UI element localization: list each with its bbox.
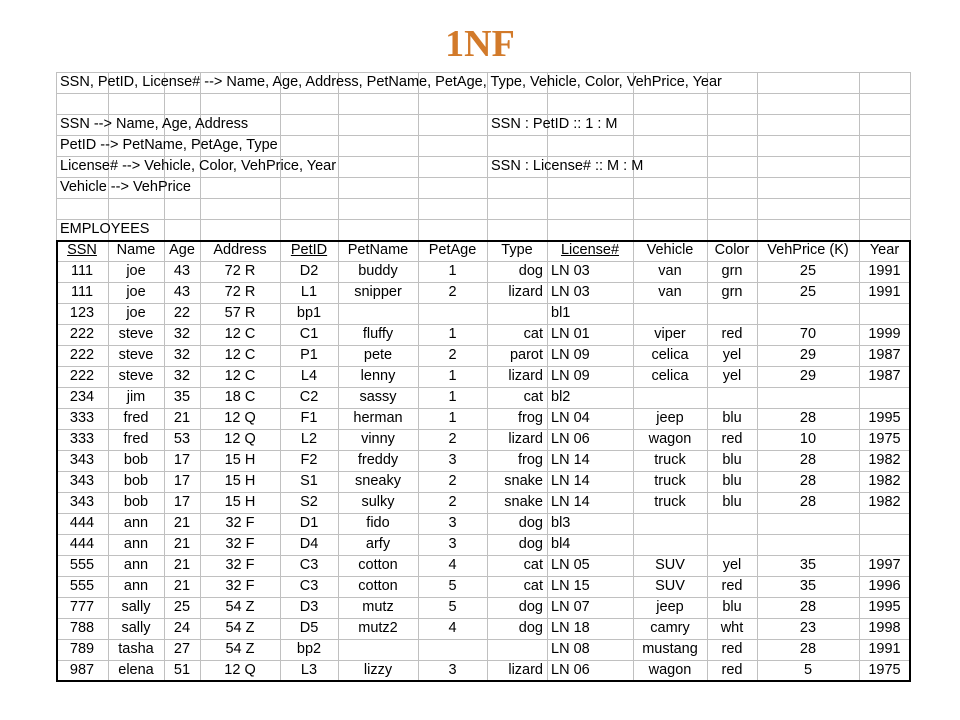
- table-cell: steve: [118, 347, 154, 363]
- table-cell: fred: [123, 410, 149, 426]
- table-cell: joe: [126, 263, 146, 279]
- column-header: PetAge: [428, 242, 477, 258]
- table-cell: jeep: [656, 599, 684, 615]
- table-cell: 54 Z: [225, 620, 255, 636]
- table-cell: LN 15: [551, 578, 590, 594]
- table-cell: SUV: [655, 557, 685, 573]
- table-cell: 1997: [868, 557, 901, 573]
- table-cell: mutz2: [358, 620, 398, 636]
- table-cell: 1: [448, 389, 457, 405]
- table-cell: 32: [173, 368, 191, 384]
- table-cell: [757, 513, 859, 534]
- fd-ssn: SSN --> Name, Age, Address: [60, 116, 249, 132]
- table-cell: [487, 303, 547, 324]
- table-cell: lizzy: [363, 662, 393, 678]
- cardinality-ssn-license: SSN : License# :: M : M: [491, 158, 644, 174]
- table-cell: 21: [173, 410, 191, 426]
- table-cell: 21: [173, 536, 191, 552]
- column-header: License#: [560, 242, 620, 258]
- table-cell: 32 F: [225, 536, 255, 552]
- fd-composite-key: SSN, PetID, License# --> Name, Age, Address, PetName, PetAge, Type, Vehicle, Color, VehPrice, Year: [60, 74, 722, 90]
- table-cell: dog: [518, 620, 543, 636]
- table-cell: frog: [518, 452, 543, 468]
- table-cell: yel: [722, 557, 742, 573]
- table-cell: 5: [448, 578, 457, 594]
- table-cell: [707, 534, 757, 555]
- table-cell: 28: [799, 410, 817, 426]
- table-border: [56, 240, 911, 242]
- table-cell: van: [658, 284, 682, 300]
- table-cell: 1982: [868, 473, 901, 489]
- table-cell: sassy: [359, 389, 397, 405]
- table-name: EMPLOYEES: [60, 221, 150, 237]
- table-cell: jeep: [656, 410, 684, 426]
- table-cell: 51: [173, 662, 191, 678]
- table-cell: 1987: [868, 368, 901, 384]
- table-cell: blu: [722, 599, 742, 615]
- table-cell: lenny: [360, 368, 396, 384]
- fd-vehicle: Vehicle --> VehPrice: [60, 179, 191, 195]
- table-cell: sally: [121, 599, 151, 615]
- table-cell: F1: [300, 410, 318, 426]
- table-cell: steve: [118, 368, 154, 384]
- table-cell: [757, 303, 859, 324]
- table-cell: truck: [654, 473, 686, 489]
- table-cell: 29: [799, 368, 817, 384]
- table-cell: 1996: [868, 578, 901, 594]
- table-cell: [633, 534, 707, 555]
- table-cell: 17: [173, 494, 191, 510]
- table-cell: [338, 303, 418, 324]
- column-header: SSN: [67, 242, 97, 258]
- table-cell: 35: [799, 578, 817, 594]
- table-cell: C2: [299, 389, 319, 405]
- table-cell: 4: [448, 557, 457, 573]
- table-cell: 5: [448, 599, 457, 615]
- table-cell: 333: [69, 410, 95, 426]
- table-cell: LN 18: [551, 620, 590, 636]
- table-cell: dog: [518, 263, 543, 279]
- table-cell: 111: [70, 284, 94, 300]
- table-cell: 35: [173, 389, 191, 405]
- table-border: [909, 240, 911, 682]
- table-cell: grn: [721, 263, 743, 279]
- table-cell: [707, 513, 757, 534]
- table-cell: ann: [123, 578, 149, 594]
- table-cell: 23: [799, 620, 817, 636]
- table-cell: [859, 303, 910, 324]
- cardinality-ssn-petid: SSN : PetID :: 1 : M: [491, 116, 618, 132]
- table-cell: 5: [803, 662, 813, 678]
- table-cell: dog: [518, 599, 543, 615]
- table-cell: 25: [799, 284, 817, 300]
- gridline: [56, 93, 910, 94]
- table-cell: 43: [173, 284, 191, 300]
- table-cell: wagon: [648, 662, 692, 678]
- table-cell: truck: [654, 494, 686, 510]
- table-cell: lizard: [508, 284, 543, 300]
- table-cell: 1998: [868, 620, 901, 636]
- column-header: PetID: [290, 242, 328, 258]
- table-cell: 57 R: [224, 305, 256, 321]
- column-header: Address: [213, 242, 267, 258]
- table-cell: red: [721, 578, 743, 594]
- table-cell: [418, 303, 487, 324]
- slide-title: 1NF: [445, 23, 515, 65]
- table-cell: 72 R: [224, 284, 256, 300]
- table-cell: snake: [504, 494, 543, 510]
- column-header: Color: [714, 242, 750, 258]
- table-cell: 789: [69, 641, 95, 657]
- table-cell: cotton: [358, 557, 398, 573]
- table-cell: ann: [123, 557, 149, 573]
- column-header: Name: [116, 242, 156, 258]
- table-cell: 1987: [868, 347, 901, 363]
- table-cell: arfy: [365, 536, 391, 552]
- table-cell: [633, 387, 707, 408]
- table-cell: 2: [448, 284, 457, 300]
- table-cell: 27: [173, 641, 191, 657]
- table-cell: grn: [721, 284, 743, 300]
- table-cell: lizard: [508, 368, 543, 384]
- table-cell: 343: [69, 452, 95, 468]
- table-cell: D2: [299, 263, 319, 279]
- table-cell: blu: [722, 410, 742, 426]
- table-cell: 1975: [868, 431, 901, 447]
- table-cell: yel: [722, 368, 742, 384]
- table-cell: fido: [366, 515, 390, 531]
- table-cell: 1991: [868, 284, 901, 300]
- table-cell: 222: [69, 326, 95, 342]
- table-cell: 54 Z: [225, 599, 255, 615]
- table-cell: cotton: [358, 578, 398, 594]
- table-cell: ann: [123, 536, 149, 552]
- table-cell: 25: [173, 599, 191, 615]
- table-cell: 43: [173, 263, 191, 279]
- table-cell: LN 14: [551, 473, 590, 489]
- table-cell: 343: [69, 494, 95, 510]
- table-cell: 555: [69, 578, 95, 594]
- table-cell: 1995: [868, 599, 901, 615]
- table-cell: tasha: [118, 641, 154, 657]
- table-cell: [633, 303, 707, 324]
- column-header: VehPrice (K): [767, 242, 849, 258]
- table-cell: 444: [69, 536, 95, 552]
- spreadsheet: [56, 72, 910, 681]
- fd-license: License# --> Vehicle, Color, VehPrice, Year: [60, 158, 337, 174]
- table-cell: 12 C: [224, 347, 256, 363]
- table-cell: truck: [654, 452, 686, 468]
- table-cell: [418, 639, 487, 660]
- table-cell: P1: [300, 347, 318, 363]
- table-cell: lizard: [508, 431, 543, 447]
- table-cell: 15 H: [224, 452, 256, 468]
- table-cell: [487, 639, 547, 660]
- table-cell: sneaky: [355, 473, 401, 489]
- table-border: [56, 240, 58, 682]
- table-cell: LN 03: [551, 263, 590, 279]
- table-cell: 12 Q: [224, 410, 256, 426]
- table-cell: 1991: [868, 641, 901, 657]
- table-cell: cat: [523, 326, 543, 342]
- table-cell: 15 H: [224, 473, 256, 489]
- table-cell: [757, 534, 859, 555]
- table-cell: 234: [69, 389, 95, 405]
- table-cell: 1: [448, 368, 457, 384]
- table-cell: 555: [69, 557, 95, 573]
- table-cell: LN 07: [551, 599, 590, 615]
- column-header: Type: [501, 242, 533, 258]
- table-cell: bp1: [296, 305, 322, 321]
- table-cell: 32 F: [225, 557, 255, 573]
- table-cell: L3: [300, 662, 318, 678]
- table-cell: [859, 534, 910, 555]
- table-cell: 12 Q: [224, 662, 256, 678]
- table-cell: 21: [173, 515, 191, 531]
- table-cell: ann: [123, 515, 149, 531]
- table-cell: LN 09: [551, 347, 590, 363]
- table-cell: 777: [69, 599, 95, 615]
- table-cell: C3: [299, 557, 319, 573]
- table-cell: L1: [300, 284, 318, 300]
- table-cell: SUV: [655, 578, 685, 594]
- table-cell: 12 C: [224, 326, 256, 342]
- table-cell: blu: [722, 452, 742, 468]
- table-cell: 3: [448, 452, 457, 468]
- table-cell: LN 06: [551, 431, 590, 447]
- table-cell: 53: [173, 431, 191, 447]
- table-cell: 28: [799, 473, 817, 489]
- table-cell: 222: [69, 347, 95, 363]
- table-cell: red: [721, 662, 743, 678]
- table-cell: 1975: [868, 662, 901, 678]
- table-cell: LN 09: [551, 368, 590, 384]
- table-cell: D1: [299, 515, 319, 531]
- table-cell: lizard: [508, 662, 543, 678]
- table-cell: red: [721, 641, 743, 657]
- table-cell: 222: [69, 368, 95, 384]
- table-cell: red: [721, 431, 743, 447]
- table-cell: 2: [448, 473, 457, 489]
- table-cell: joe: [126, 305, 146, 321]
- table-cell: LN 14: [551, 452, 590, 468]
- table-cell: 1: [448, 410, 457, 426]
- table-cell: [757, 387, 859, 408]
- table-cell: 18 C: [224, 389, 256, 405]
- table-cell: pete: [363, 347, 393, 363]
- table-cell: 12 C: [224, 368, 256, 384]
- table-cell: wagon: [648, 431, 692, 447]
- column-header: Age: [169, 242, 195, 258]
- table-cell: vinny: [361, 431, 395, 447]
- table-cell: 1991: [868, 263, 901, 279]
- table-cell: camry: [650, 620, 690, 636]
- table-cell: D3: [299, 599, 319, 615]
- table-cell: 28: [799, 494, 817, 510]
- table-cell: 15 H: [224, 494, 256, 510]
- table-cell: [707, 387, 757, 408]
- table-cell: elena: [118, 662, 154, 678]
- table-cell: C1: [299, 326, 319, 342]
- table-cell: 343: [69, 473, 95, 489]
- table-cell: wht: [720, 620, 744, 636]
- table-cell: L2: [300, 431, 318, 447]
- table-cell: 123: [69, 305, 95, 321]
- table-cell: S2: [300, 494, 318, 510]
- table-cell: F2: [300, 452, 318, 468]
- table-cell: cat: [523, 578, 543, 594]
- table-cell: LN 04: [551, 410, 590, 426]
- table-cell: joe: [126, 284, 146, 300]
- table-cell: LN 01: [551, 326, 590, 342]
- gridline: [56, 198, 910, 199]
- table-cell: 1999: [868, 326, 901, 342]
- table-cell: 24: [173, 620, 191, 636]
- table-cell: bl1: [551, 305, 571, 321]
- table-cell: red: [721, 326, 743, 342]
- table-cell: L4: [300, 368, 318, 384]
- table-cell: 35: [799, 557, 817, 573]
- table-cell: [859, 387, 910, 408]
- table-cell: [859, 513, 910, 534]
- table-cell: bl2: [551, 389, 571, 405]
- table-cell: yel: [722, 347, 742, 363]
- table-cell: 1995: [868, 410, 901, 426]
- table-cell: 987: [69, 662, 95, 678]
- table-cell: bob: [123, 494, 149, 510]
- table-cell: bl4: [551, 536, 571, 552]
- table-cell: bob: [123, 452, 149, 468]
- table-cell: 17: [173, 452, 191, 468]
- table-cell: cat: [523, 389, 543, 405]
- table-cell: van: [658, 263, 682, 279]
- table-cell: 29: [799, 347, 817, 363]
- table-cell: 3: [448, 662, 457, 678]
- table-cell: 70: [799, 326, 817, 342]
- table-cell: blu: [722, 494, 742, 510]
- table-cell: sulky: [361, 494, 395, 510]
- table-cell: LN 06: [551, 662, 590, 678]
- table-cell: 333: [69, 431, 95, 447]
- table-cell: 22: [173, 305, 191, 321]
- table-cell: [338, 639, 418, 660]
- table-cell: D5: [299, 620, 319, 636]
- table-cell: herman: [353, 410, 403, 426]
- table-cell: C3: [299, 578, 319, 594]
- table-cell: mutz: [362, 599, 394, 615]
- table-cell: 2: [448, 431, 457, 447]
- table-cell: 28: [799, 452, 817, 468]
- table-cell: 2: [448, 494, 457, 510]
- table-cell: snipper: [354, 284, 402, 300]
- table-cell: viper: [654, 326, 686, 342]
- table-cell: bp2: [296, 641, 322, 657]
- table-cell: 32: [173, 326, 191, 342]
- table-cell: steve: [118, 326, 154, 342]
- table-cell: 3: [448, 515, 457, 531]
- table-cell: [633, 513, 707, 534]
- table-cell: 32: [173, 347, 191, 363]
- table-cell: 28: [799, 641, 817, 657]
- column-header: Vehicle: [646, 242, 694, 258]
- table-cell: celica: [651, 347, 689, 363]
- table-cell: jim: [126, 389, 146, 405]
- table-cell: 21: [173, 578, 191, 594]
- table-cell: cat: [523, 557, 543, 573]
- table-cell: snake: [504, 473, 543, 489]
- table-cell: fred: [123, 431, 149, 447]
- table-cell: LN 05: [551, 557, 590, 573]
- table-cell: 25: [799, 263, 817, 279]
- table-cell: LN 03: [551, 284, 590, 300]
- table-cell: 54 Z: [225, 641, 255, 657]
- table-cell: 1982: [868, 494, 901, 510]
- table-cell: buddy: [358, 263, 398, 279]
- table-cell: freddy: [357, 452, 399, 468]
- table-cell: celica: [651, 368, 689, 384]
- table-cell: 12 Q: [224, 431, 256, 447]
- table-cell: 788: [69, 620, 95, 636]
- table-cell: 17: [173, 473, 191, 489]
- table-cell: 10: [799, 431, 817, 447]
- table-cell: 444: [69, 515, 95, 531]
- table-cell: parot: [509, 347, 543, 363]
- table-cell: 1982: [868, 452, 901, 468]
- table-cell: bl3: [551, 515, 571, 531]
- fd-petid: PetID --> PetName, PetAge, Type: [60, 137, 278, 153]
- table-cell: bob: [123, 473, 149, 489]
- table-cell: [707, 303, 757, 324]
- table-cell: 1: [448, 263, 457, 279]
- table-cell: S1: [300, 473, 318, 489]
- column-header: PetName: [347, 242, 409, 258]
- table-cell: 111: [70, 263, 94, 279]
- table-cell: frog: [518, 410, 543, 426]
- table-cell: LN 08: [551, 641, 590, 657]
- table-cell: fluffy: [362, 326, 394, 342]
- table-border: [56, 680, 911, 682]
- table-cell: mustang: [642, 641, 698, 657]
- table-cell: 3: [448, 536, 457, 552]
- column-header: Year: [869, 242, 900, 258]
- table-cell: 4: [448, 620, 457, 636]
- table-cell: dog: [518, 536, 543, 552]
- table-cell: 28: [799, 599, 817, 615]
- table-cell: dog: [518, 515, 543, 531]
- table-cell: sally: [121, 620, 151, 636]
- table-cell: LN 14: [551, 494, 590, 510]
- table-cell: blu: [722, 473, 742, 489]
- table-cell: D4: [299, 536, 319, 552]
- table-cell: 21: [173, 557, 191, 573]
- table-cell: 1: [448, 326, 457, 342]
- table-cell: 2: [448, 347, 457, 363]
- table-cell: 32 F: [225, 578, 255, 594]
- table-cell: 72 R: [224, 263, 256, 279]
- table-cell: 32 F: [225, 515, 255, 531]
